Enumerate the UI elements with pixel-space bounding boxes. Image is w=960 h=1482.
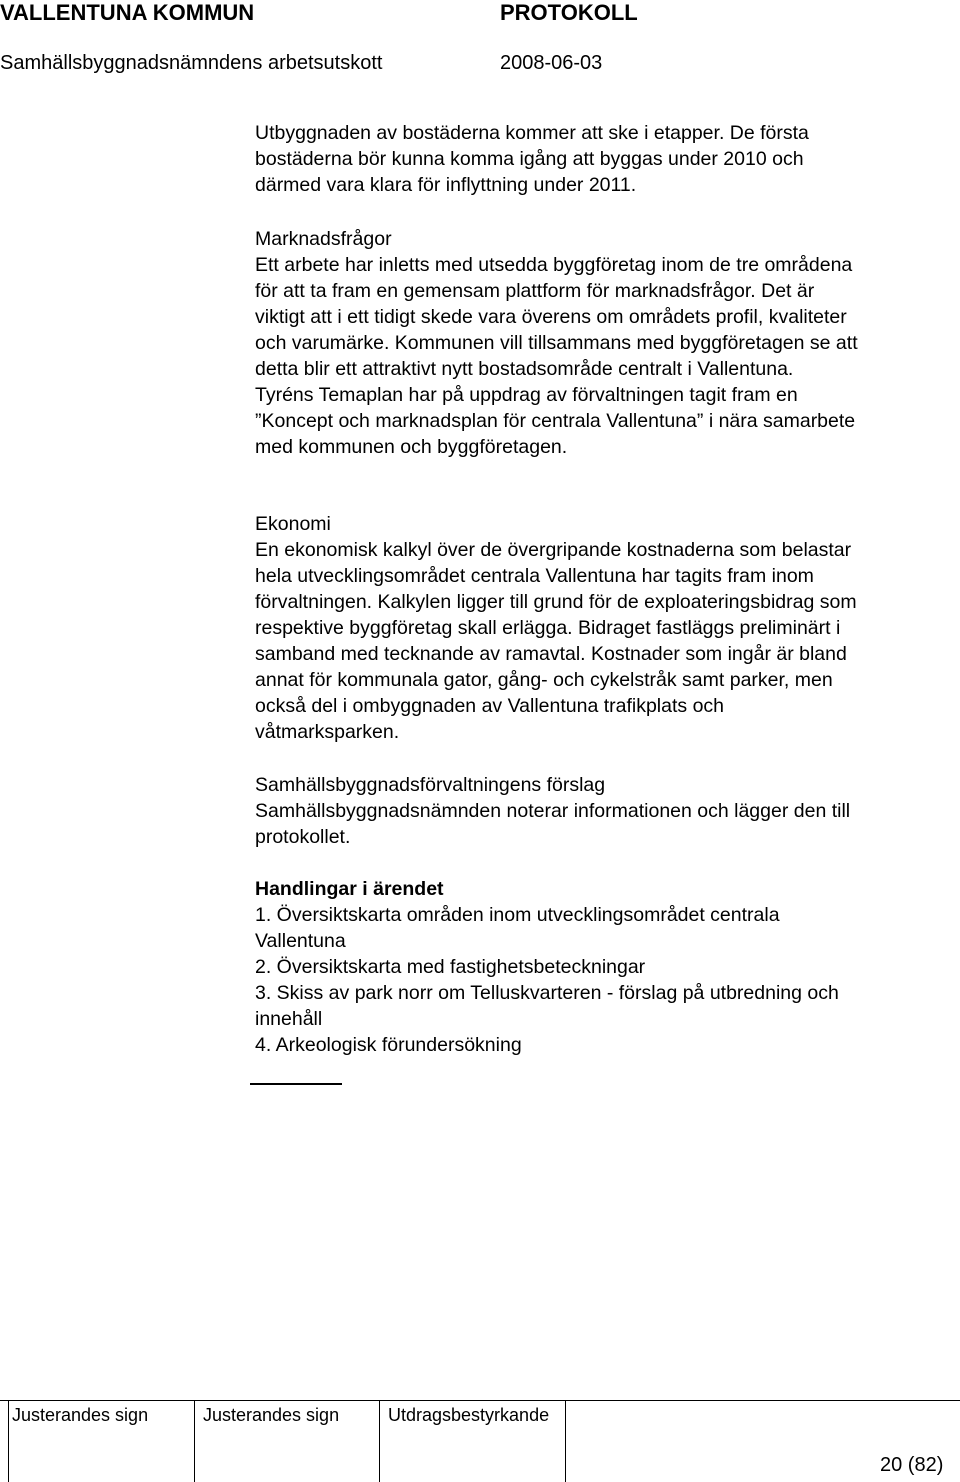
paragraph-line: protokollet. xyxy=(255,826,351,848)
section-heading: Samhällsbyggnadsförvaltningens förslag xyxy=(255,774,606,796)
footer-cell-border xyxy=(565,1400,566,1482)
paragraph-line: detta blir ett attraktivt nytt bostadsområde centralt i Vallentuna. xyxy=(255,358,794,380)
footer-cell-border xyxy=(8,1400,9,1482)
forslag-section xyxy=(255,772,960,850)
attachment-item: innehåll xyxy=(255,1008,323,1030)
organization-name: VALLENTUNA KOMMUN xyxy=(0,0,255,25)
paragraph-line: viktigt att i ett tidigt skede vara överens om områdets profil, kvaliteter xyxy=(255,306,847,328)
paragraph-line: också del i ombyggnaden av Vallentuna trafikplats och xyxy=(255,695,725,717)
page-number: 20 (82) xyxy=(880,1454,944,1476)
ekonomi-section xyxy=(255,511,960,745)
paragraph-line: för att ta fram en gemensam plattform för marknadsfrågor. Det är xyxy=(255,280,815,302)
intro-paragraph xyxy=(255,120,960,198)
paragraph-line: våtmarksparken. xyxy=(255,721,400,743)
end-of-section-rule xyxy=(250,1083,342,1085)
handlingar-section xyxy=(255,876,960,1058)
attachment-item: Vallentuna xyxy=(255,930,346,952)
paragraph-line: ”Koncept och marknadsplan för centrala Vallentuna” i nära samarbete xyxy=(255,410,856,432)
paragraph-line: Ett arbete har inletts med utsedda byggföretag inom de tre områdena xyxy=(255,254,853,276)
intro-line: Utbyggnaden av bostäderna kommer att ske i etapper. De första xyxy=(255,122,809,144)
paragraph-line: annat för kommunala gator, gång- och cykelstråk samt parker, men xyxy=(255,669,833,691)
paragraph-line: med kommunen och byggföretagen. xyxy=(255,436,568,458)
intro-line: därmed vara klara för inflyttning under 2011. xyxy=(255,174,637,196)
footer-cell-border xyxy=(379,1400,380,1482)
committee-name: Samhällsbyggnadsnämndens arbetsutskott xyxy=(0,52,383,74)
attachment-item: 1. Översiktskarta områden inom utvecklingsområdet centrala xyxy=(255,904,780,926)
document-type: PROTOKOLL xyxy=(500,0,638,25)
signature-field-1: Justerandes sign xyxy=(12,1405,149,1425)
footer-cell-border xyxy=(194,1400,195,1482)
extract-verification-field: Utdragsbestyrkande xyxy=(388,1405,550,1425)
paragraph-line: samband med tecknande av ramavtal. Kostnader som ingår är bland xyxy=(255,643,847,665)
intro-line: bostäderna bör kunna komma igång att byggas under 2010 och xyxy=(255,148,804,170)
paragraph-line: och varumärke. Kommunen vill tillsammans med byggföretagen se att xyxy=(255,332,858,354)
marknadsfragor-section xyxy=(255,226,960,460)
signature-field-2: Justerandes sign xyxy=(203,1405,340,1425)
section-heading: Handlingar i ärendet xyxy=(255,878,444,900)
meeting-date: 2008-06-03 xyxy=(500,52,603,74)
paragraph-line: En ekonomisk kalkyl över de övergripande kostnaderna som belastar xyxy=(255,539,852,561)
attachment-item: 3. Skiss av park norr om Telluskvarteren - förslag på utbredning och xyxy=(255,982,839,1004)
attachment-item: 4. Arkeologisk förundersökning xyxy=(255,1034,522,1056)
paragraph-line: respektive byggföretag skall erlägga. Bidraget fastläggs preliminärt i xyxy=(255,617,841,639)
section-heading: Marknadsfrågor xyxy=(255,228,392,250)
paragraph-line: förvaltningen. Kalkylen ligger till grund för de exploateringsbidrag som xyxy=(255,591,857,613)
footer-divider xyxy=(0,1400,960,1401)
paragraph-line: hela utvecklingsområdet centrala Vallentuna har tagits fram inom xyxy=(255,565,814,587)
section-heading: Ekonomi xyxy=(255,513,331,535)
attachment-item: 2. Översiktskarta med fastighetsbeteckningar xyxy=(255,956,646,978)
paragraph-line: Tyréns Temaplan har på uppdrag av förvaltningen tagit fram en xyxy=(255,384,798,406)
paragraph-line: Samhällsbyggnadsnämnden noterar informationen och lägger den till xyxy=(255,800,851,822)
